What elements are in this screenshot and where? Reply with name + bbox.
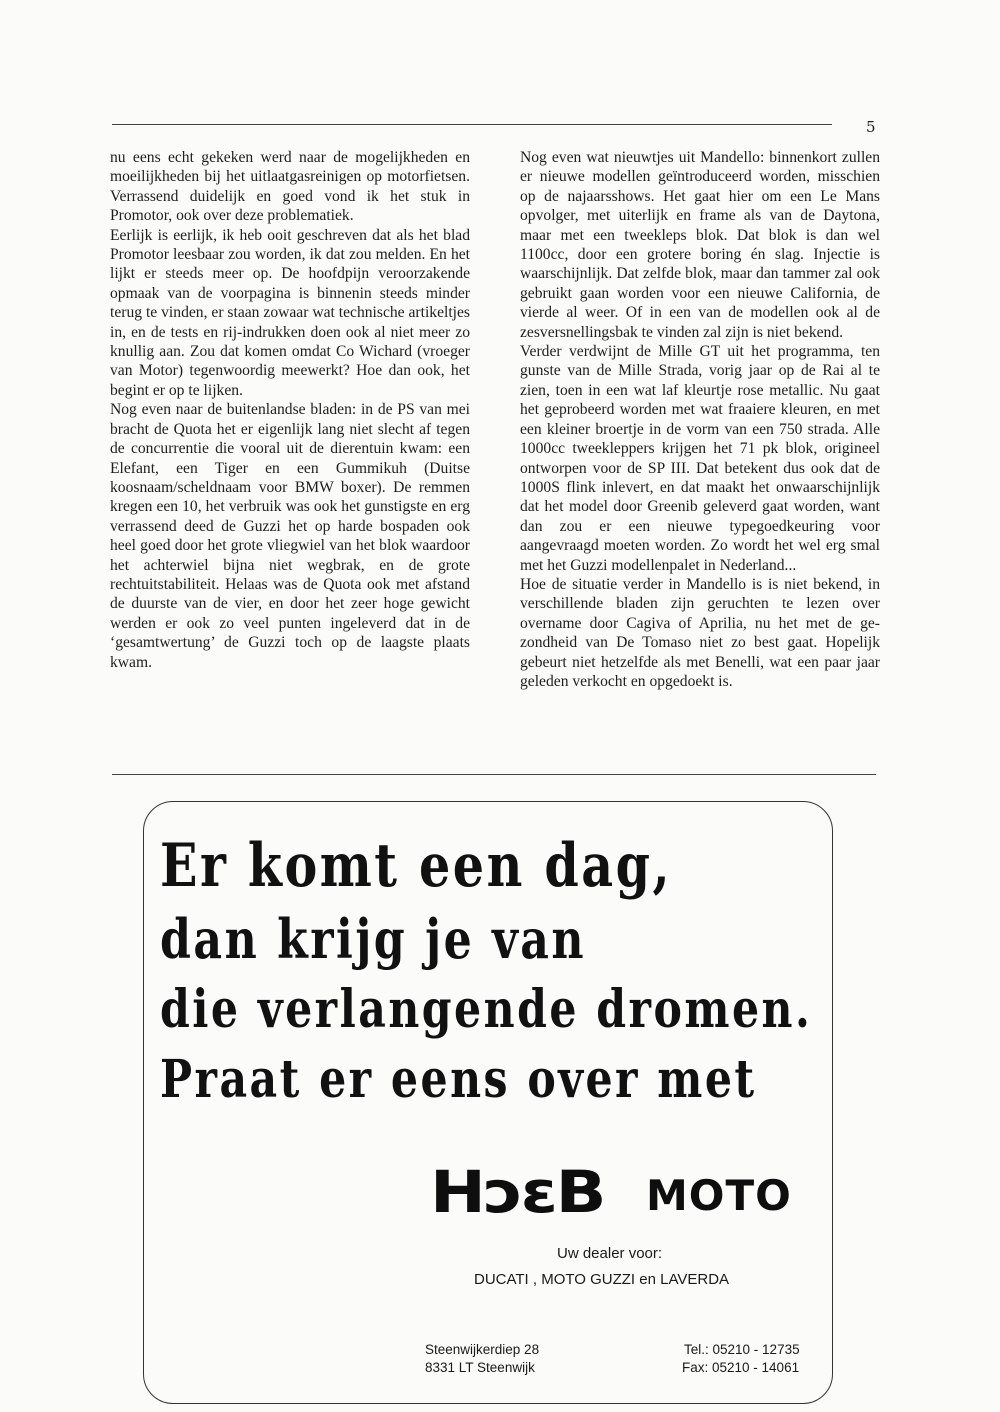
- dealer-label: Uw dealer voor:: [557, 1245, 663, 1262]
- fax-number: Fax: 05210 - 14061: [682, 1360, 800, 1375]
- address-city: 8331 LT Steenwijk: [425, 1360, 535, 1375]
- paragraph: Hoe de situatie verder in Mandello is is niet bekend, in verschillende bladen zijn geruchten te lezen over overname door Cagiva of Aprilia, nu het met de gezondheid van De Tomaso niet zo best gaat. Hopelijk gebeurt niet hetzelfde als met Benelli, wat een paar jaar geleden verkocht en opgedoekt is.: [520, 575, 880, 690]
- paragraph: nu eens echt gekeken werd naar de mogelijkheden en moeilijkheden bij het uitlaatgasreinigen op motorfietsen. Verrassend duidelijk en goed vond ik het stuk in Promotor, ook over deze problematiek.: [110, 149, 470, 225]
- logo-word: MOTO: [646, 1171, 792, 1220]
- paragraph: Verder verdwijnt de Mille GT uit het programma, ten gunste van de Mille Strada, vorig jaar op de Rai al te zien, toen in een wat laf kleurtje rose metallic. Nu gaat het geprobeerd worden met wat fraaiere kleuren, en met een kleiner broertje in de vorm van een 750 strada. Alle 1000cc tweekleppers krijgen het 71 pk blok, origineel ontworpen voor de SP III. Dat betekent dus ook dat de 1000S flink inlevert, en dat maakt het onwaarschijnlijk dat het model door Greenib geleverd gaat worden, want dan zou er een nieuwe typegoedkeuring voor aangevraagd moeten worden. Zo wordt het wel erg smal met het Guzzi modellenpalet in Nederland...: [520, 343, 880, 574]
- address-street: Steenwijkerdiep 28: [425, 1342, 540, 1357]
- article-right-column: [520, 148, 880, 691]
- phone-number: Tel.: 05210 - 12735: [684, 1342, 800, 1357]
- brands-list: DUCATI , MOTO GUZZI en LAVERDA: [474, 1271, 730, 1288]
- ad-headline-line: dan krijg je van: [160, 907, 587, 971]
- paragraph: Nog even wat nieuwtjes uit Mandello: binnenkort zullen er nieuwe modellen geïntroduceerd worden, misschien op de najaarsshows. Het gaat hier om een Le Mans opvolger, met uiterlijk en frame als van de Daytona, maar met een tweekleps blok. Dat blok is dan wel 1100cc, door een grotere boring én slag. Injectie is waarschijnlijk. Dat zelfde blok, maar dan tammer zal ook gebruikt gaan worden voor een nieuwe California, de vierde al weer. Of in een van de modellen ook al de zesversnellingsbak te vinden zal zijn is niet bekend.: [520, 149, 880, 341]
- logo-letters: HɔεB: [430, 1158, 605, 1226]
- paragraph: Nog even naar de buitenlandse bladen: in de PS van mei bracht de Quota het er eigenlijk lang niet slecht af tegen de concurrentie die vooral uit de dierentuin kwam: een Elefant, een Tiger en een Gummikuh (Duitse koosnaam/scheldnaam voor BMW boxer). De remmen kregen een 10, het verbruik was ook het gunstigste en erg verrassend deed de Guzzi het op harde bospaden ook heel goed door het grote vliegwiel van het blok waardoor het achterwiel bijna niet wegbrak, en de grote rechtuitstabiliteit. Helaas was de Quota ook met afstand de duurste van de vier, en door het zeer hoge gewicht werden er ook zo veel punten ingeleverd dat in de ‘gesamtwertung’ de Guzzi toch op de laagste plaats kwam.: [110, 401, 470, 671]
- paragraph: Eerlijk is eerlijk, ik heb ooit geschreven dat als het blad Promotor leesbaar zou worden, ik dat zou melden. En het lijkt er steeds meer op. De hoofdpijn veroorzakende opmaak van de voorpagina is binnenin steeds minder terug te vinden, er staan zowaar wat technische artikeltjes in, en de tests en rij-indrukken doen ook al niet meer zo knullig aan. Zou dat komen omdat Co Wichard (vroeger van Motor) tegenwoordig meewerkt? Hoe dan ook, het begint er op te lijken.: [110, 226, 470, 399]
- section-divider: [112, 774, 876, 775]
- page-number: 5: [866, 118, 876, 136]
- article-left-column: [110, 148, 470, 672]
- header-rule: [112, 124, 832, 125]
- ad-headline-line: Er komt een dag,: [160, 831, 673, 901]
- ad-headline-line: die verlangende dromen.: [160, 979, 813, 1040]
- hb-moto-logo: [430, 1158, 790, 1228]
- ad-headline-line: Praat er eens over met: [160, 1049, 757, 1110]
